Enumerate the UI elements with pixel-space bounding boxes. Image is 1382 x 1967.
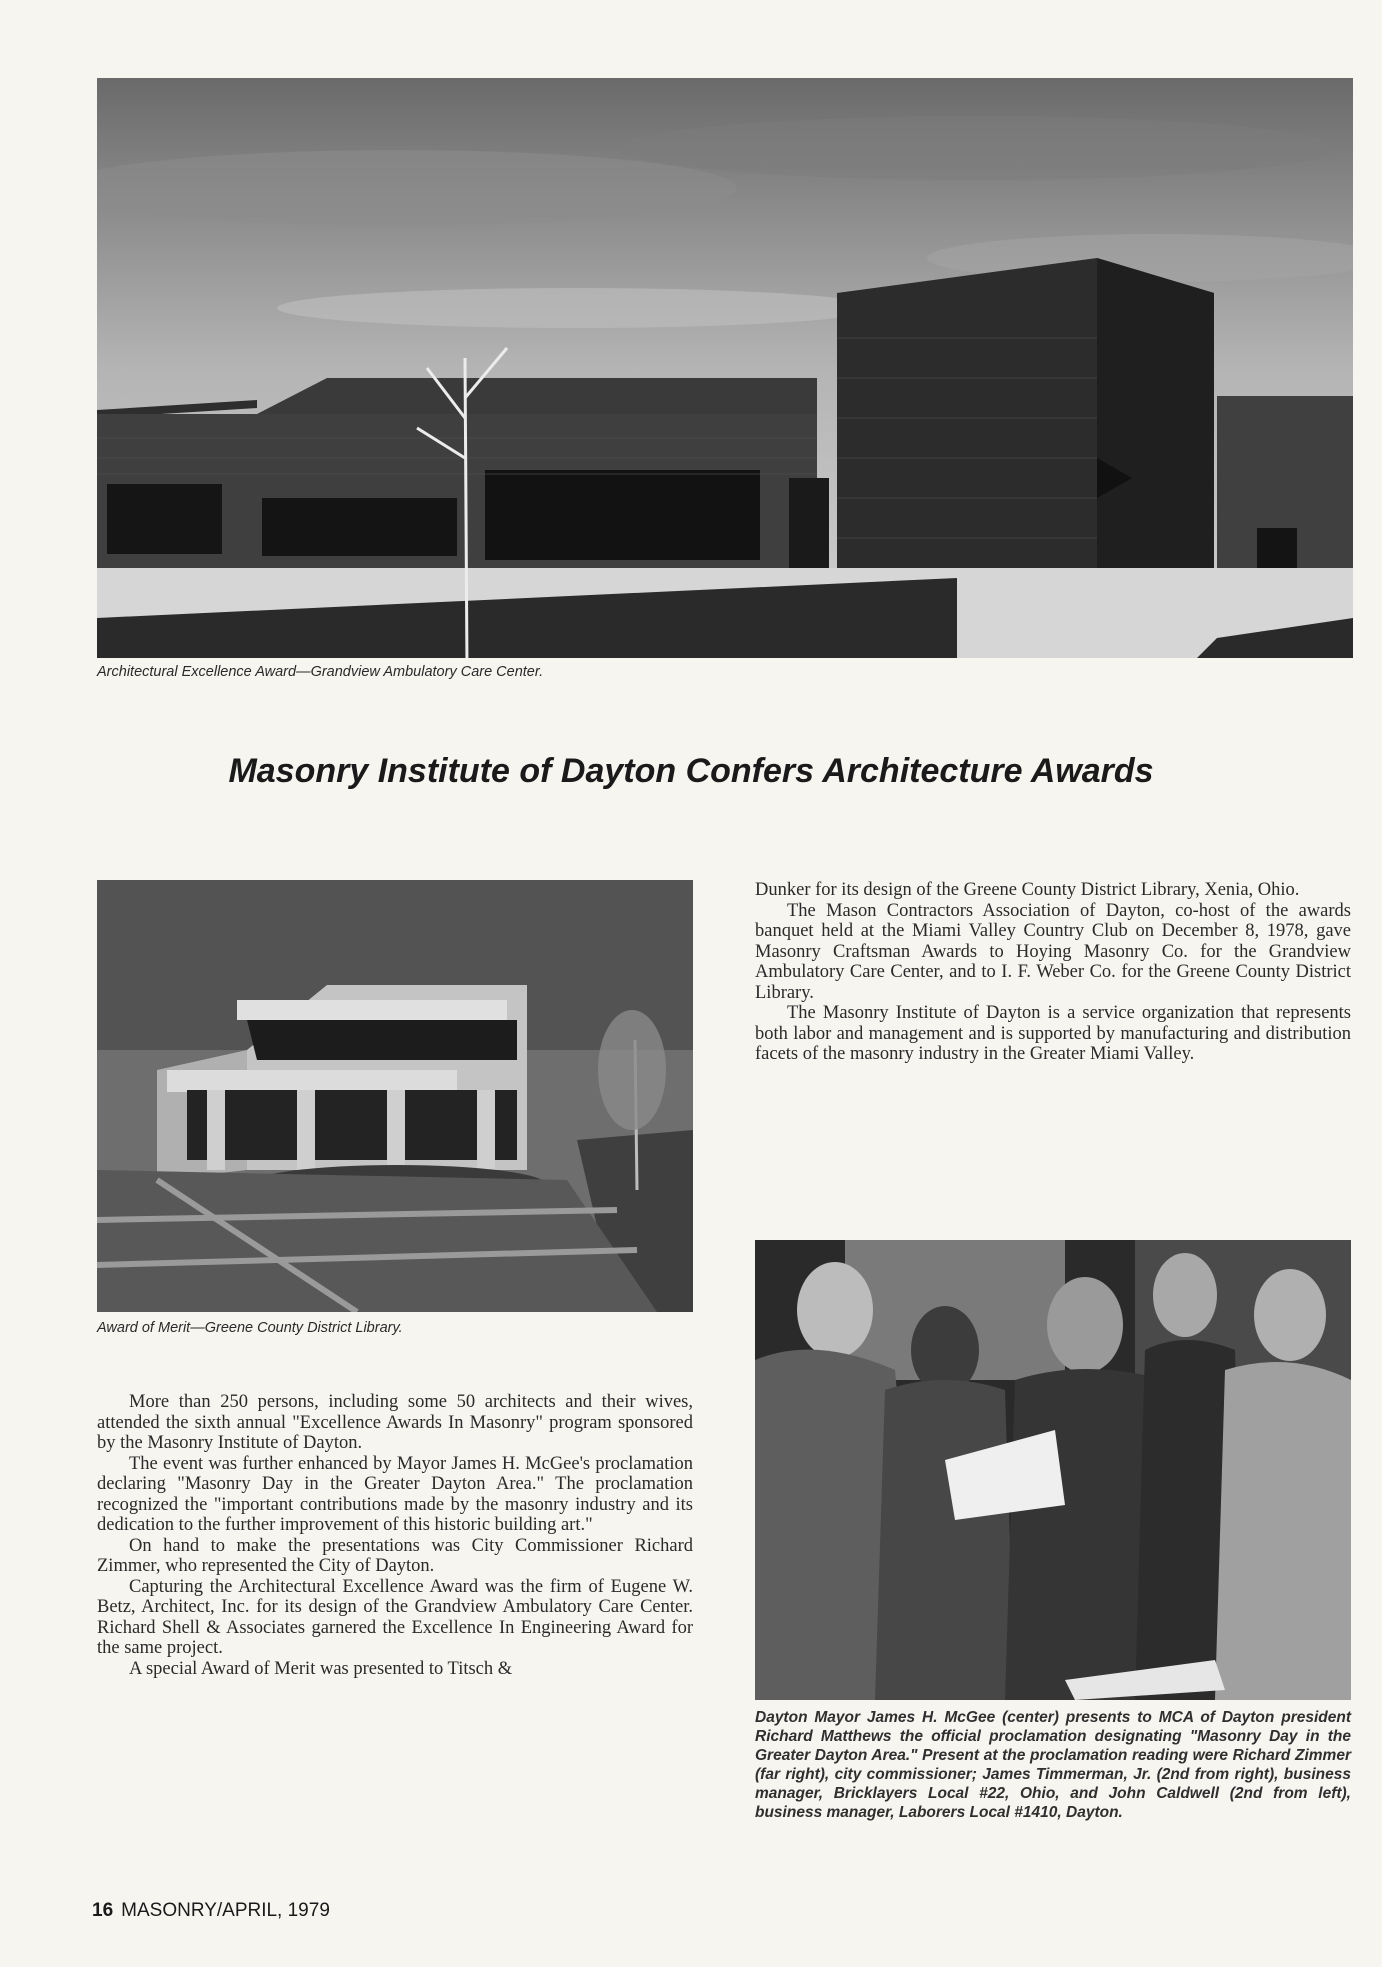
article-column-right: [755, 880, 1351, 1065]
caption-proclamation-photo: Dayton Mayor James H. McGee (center) presents to MCA of Dayton president Richard Matthews the official proclamation designating "Masonry Day in the Greater Dayton Area." Present at the proclamation reading were Richard Zimmer (far right), city commissioner; James Timmerman, Jr. (2nd from right), business manager, Bricklayers Local #22, Ohio, and John Caldwell (2nd from left), business manager, Laborers Local #1410, Dayton.: [755, 1709, 1351, 1821]
paragraph-left-1: More than 250 persons, including some 50 architects and their wives, attended the sixth annual "Excellence Awards In Masonry" program sponsored by the Masonry Institute of Dayton.: [97, 1392, 693, 1453]
paragraph-right-3: The Masonry Institute of Dayton is a service organization that represents both labor and management and is supported by manufacturing and distribution facets of the masonry industry in the Greater Miami Valley.: [755, 1003, 1351, 1064]
paragraph-left-4: Capturing the Architectural Excellence Award was the firm of Eugene W. Betz, Architect, Inc. for its design of the Grandview Ambulatory Care Center. Richard Shell & Associates garnered the Excellence In Engineering Award for the same project.: [97, 1576, 693, 1658]
paragraph-right-2: The Mason Contractors Association of Dayton, co-host of the awards banquet held at the Miami Valley Country Club on December 8, 1978, gave Masonry Craftsman Awards to Hoying Masonry Co. for the Grandview Ambulatory Care Center, and to I. F. Weber Co. for the Greene County District Library.: [755, 900, 1351, 1003]
caption-grandview-photo: Architectural Excellence Award—Grandview Ambulatory Care Center.: [97, 664, 544, 680]
article-column-left: [97, 1392, 693, 1679]
article-headline: Masonry Institute of Dayton Confers Architecture Awards: [228, 752, 1154, 790]
paragraph-left-5: A special Award of Merit was presented to Titsch &: [129, 1658, 513, 1679]
photo-proclamation-presentation: [755, 1240, 1351, 1700]
paragraph-right-1: Dunker for its design of the Greene County District Library, Xenia, Ohio.: [755, 880, 1300, 900]
paragraph-left-2: The event was further enhanced by Mayor James H. McGee's proclamation declaring "Masonry Day in the Greater Dayton Area." The proclamation recognized the "important contributions made by the masonry industry and its dedication to the further improvement of this historic building art.": [97, 1453, 693, 1535]
page-footer: [92, 1900, 330, 1922]
caption-library-photo: Award of Merit—Greene County District Library.: [97, 1320, 403, 1336]
page-number: 16: [92, 1900, 114, 1921]
photo-grandview-center: [97, 78, 1353, 658]
publication-issue: MASONRY/APRIL, 1979: [121, 1900, 330, 1921]
photo-greene-county-library: [97, 880, 693, 1312]
paragraph-left-3: On hand to make the presentations was City Commissioner Richard Zimmer, who represented the City of Dayton.: [97, 1535, 693, 1576]
